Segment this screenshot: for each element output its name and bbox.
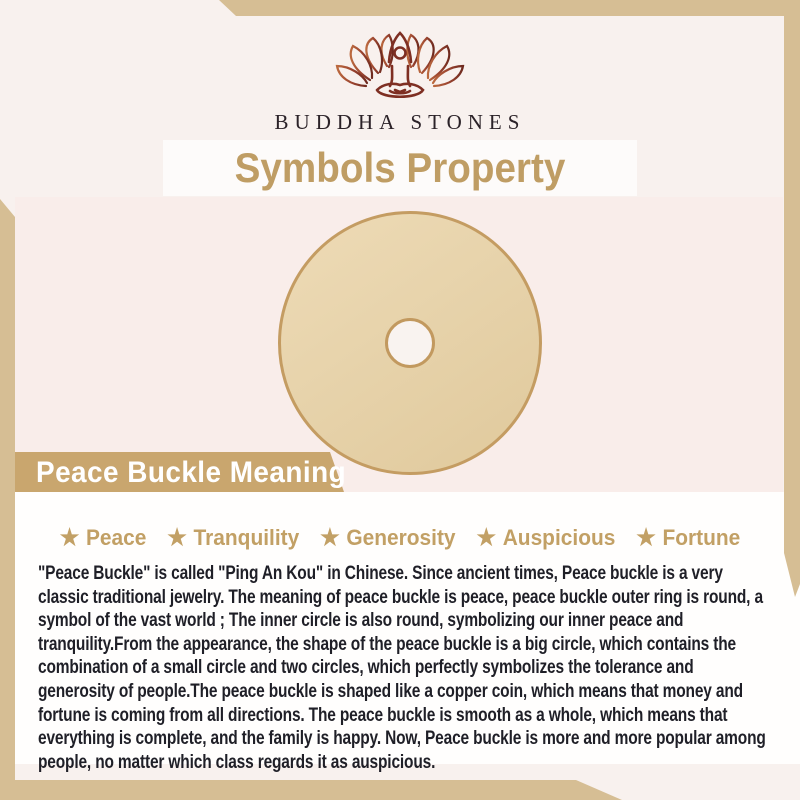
symbols-list — [20, 524, 780, 551]
star-icon: ★ — [636, 524, 656, 550]
symbol-item — [60, 524, 147, 551]
symbol-label: Fortune — [662, 524, 741, 550]
symbol-item — [320, 524, 455, 551]
symbol-label: Peace — [85, 524, 147, 550]
frame-ribbon-top — [0, 0, 800, 16]
peace-buckle-center-hole — [385, 318, 435, 368]
symbol-label: Auspicious — [502, 524, 616, 550]
star-icon: ★ — [167, 524, 187, 550]
star-icon: ★ — [476, 524, 497, 550]
star-icon: ★ — [59, 524, 80, 550]
symbol-label: Generosity — [346, 524, 456, 550]
brand-name: BUDDHA STONES — [274, 110, 526, 134]
symbol-label: Tranquility — [193, 524, 300, 550]
meaning-paragraph: "Peace Buckle" is called "Ping An Kou" in Chinese. Since ancient times, Peace buckle is a very classic traditional jewelry. The meaning of peace buckle is peace, peace buckle outer ring is round, a symbol of the vast world ; The inner circle is also round, symbolizing our inner peace and tranquility.From the appearance, the shape of the peace buckle is a big circle, which contains the combination of a small circle and two circles, which perfectly symbolizes the tolerance and generosity of people.The peace buckle is shaped like a copper coin, which means that money and fortune is coming from all directions. The peace buckle is smooth as a whole, which means that everything is complete, and the family is happy. Now, Peace buckle is more and more popular among people, no matter which class regards it as auspicious. — [38, 563, 766, 773]
symbol-item — [636, 524, 740, 551]
symbol-item — [167, 524, 299, 551]
frame-ribbon-bottom — [0, 780, 800, 800]
page-title: Symbols Property — [234, 144, 566, 191]
section-banner-label: Peace Buckle Meaning — [36, 456, 347, 489]
peace-buckle-disc — [278, 211, 542, 475]
star-icon: ★ — [320, 524, 340, 550]
product-photo-panel — [15, 197, 783, 492]
symbol-item — [476, 524, 615, 551]
lotus-meditation-logo-icon — [330, 24, 470, 108]
